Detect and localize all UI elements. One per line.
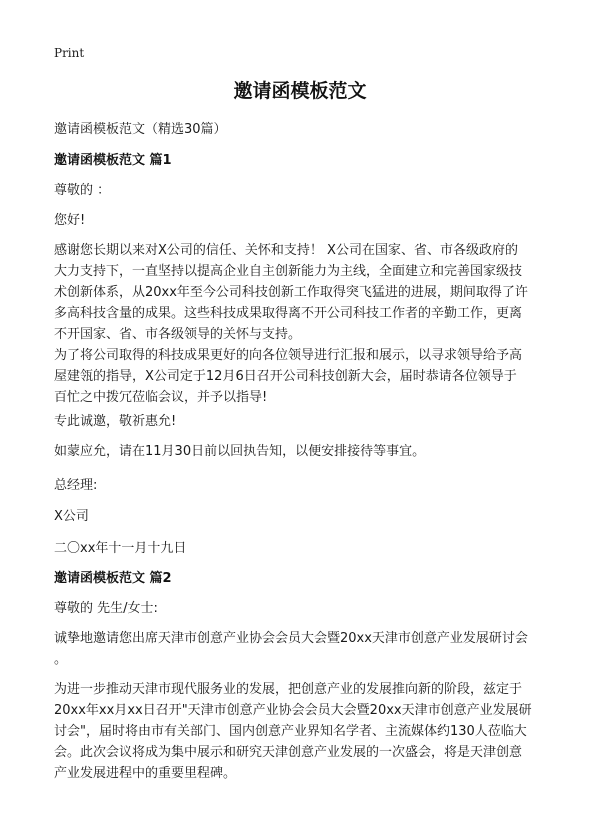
letter2-paragraph2: 为进一步推动天津市现代服务业的发展，把创意产业的发展推向新的阶段，兹定于 20xx年xx月xx日召开"天津市创意产业协会会员大会暨20xx天津市创意产业发展研 讨会"，届时将由市有关部门、国内创意产业界知名学者、主流媒体约130人莅临大 会。此次会议将成为集中展示和研究天津创意产业发展的一次盛会，将是天津创意 产业发展进程中的重要里程碑。: [54, 682, 532, 781]
letter2-paragraph1: 诚挚地邀请您出席天津市创意产业协会会员大会暨20xx天津市创意产业发展研讨会 。: [54, 631, 528, 667]
letter1-heading: 邀请函模板范文 篇1: [54, 153, 172, 168]
letter1-paragraph2: 为了将公司取得的科技成果更好的向各位领导进行汇报和展示，以寻求领导给予高 屋建瓴的指导，X公司定于12月6日召开公司科技创新大会，届时恭请各位领导于 百忙之中拨冗莅临会议，并予以指导!: [54, 348, 523, 405]
letter2-salutation: 尊敬的 先生/女士:: [54, 601, 158, 616]
print-label: Print: [54, 46, 85, 60]
letter1-greeting: 您好!: [54, 213, 86, 228]
letter1-signatory: 总经理:: [54, 478, 98, 493]
letter1-salutation: 尊敬的 ：: [54, 183, 111, 198]
page-title: 邀请函模板范文: [233, 80, 367, 102]
letter2-heading: 邀请函模板范文 篇2: [54, 571, 172, 586]
letter1-paragraph3: 专此诚邀，敬祈惠允!: [54, 414, 177, 429]
letter1-company: X公司: [54, 509, 89, 524]
letter1-paragraph1: 感谢您长期以来对X公司的信任、关怀和支持！ X公司在国家、省、市各级政府的 大力支持下，一直坚持以提高企业自主创新能力为主线，全面建立和完善国家级技 术创新体系，从20xx年至今公司科技创新工作取得突飞猛进的进展，期间取得了许 多高科技含量的成果。这些科技成果取得离不开公司科技工作者的辛勤工作，更离 不开国家、省、市各级领导的关怀与支持。: [54, 243, 528, 342]
letter1-date: 二〇xx年十一月十九日: [54, 541, 187, 556]
letter1-paragraph4: 如蒙应允，请在11月30日前以回执告知，以便安排接待等事宜。: [54, 444, 426, 459]
intro-text: 邀请函模板范文（精选30篇）: [54, 122, 227, 137]
